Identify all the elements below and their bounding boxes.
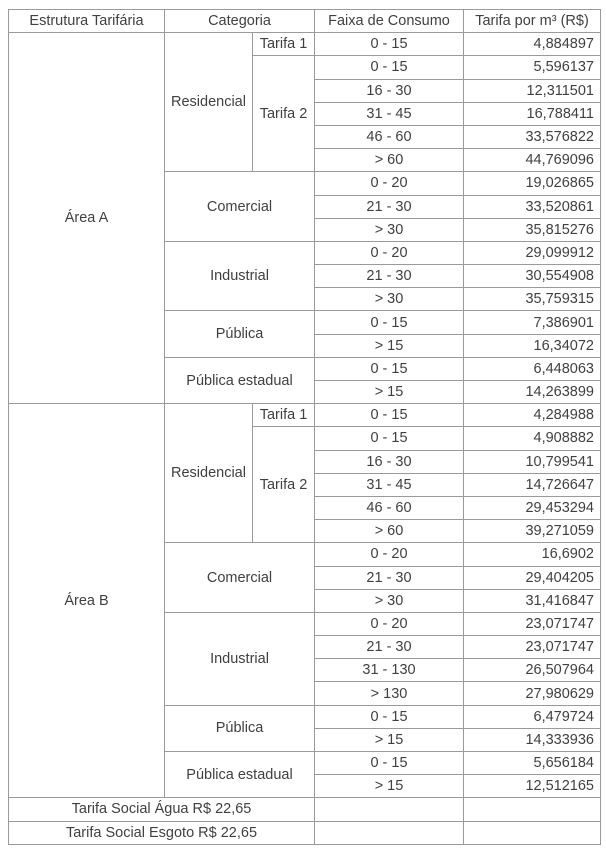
tarifa-social-agua: Tarifa Social Água R$ 22,65 — [9, 798, 315, 821]
tarifa-social-esgoto: Tarifa Social Esgoto R$ 22,65 — [9, 821, 315, 844]
area-b-tarifa2-label: Tarifa 2 — [253, 427, 315, 543]
tariff-table — [8, 9, 601, 845]
table-row — [9, 33, 601, 56]
tarifa-cell: 39,271059 — [464, 520, 601, 543]
area-a-tarifa1-label: Tarifa 1 — [253, 33, 315, 56]
faixa-cell: > 30 — [315, 589, 464, 612]
faixa-cell: 16 - 30 — [315, 79, 464, 102]
faixa-cell: 46 - 60 — [315, 496, 464, 519]
tarifa-cell: 12,512165 — [464, 775, 601, 798]
faixa-cell: > 60 — [315, 520, 464, 543]
faixa-cell: > 130 — [315, 682, 464, 705]
tarifa-cell: 31,416847 — [464, 589, 601, 612]
area-a-residencial-label: Residencial — [165, 33, 253, 172]
tarifa-cell: 16,6902 — [464, 543, 601, 566]
tarifa-cell: 5,656184 — [464, 752, 601, 775]
area-a-industrial-label: Industrial — [165, 241, 315, 311]
faixa-cell: 0 - 20 — [315, 172, 464, 195]
tarifa-cell: 14,263899 — [464, 381, 601, 404]
header-tarifa: Tarifa por m³ (R$) — [464, 10, 601, 33]
faixa-cell: 31 - 130 — [315, 659, 464, 682]
area-a-tarifa2-label: Tarifa 2 — [253, 56, 315, 172]
faixa-cell: 0 - 20 — [315, 241, 464, 264]
tarifa-cell: 27,980629 — [464, 682, 601, 705]
tarifa-cell: 10,799541 — [464, 450, 601, 473]
tarifa-cell: 5,596137 — [464, 56, 601, 79]
tarifa-cell: 12,311501 — [464, 79, 601, 102]
header-estrutura: Estrutura Tarifária — [9, 10, 165, 33]
faixa-cell: 0 - 15 — [315, 404, 464, 427]
faixa-cell: 21 - 30 — [315, 195, 464, 218]
tarifa-cell: 23,071747 — [464, 612, 601, 635]
faixa-cell: 21 - 30 — [315, 566, 464, 589]
tarifa-cell: 14,333936 — [464, 728, 601, 751]
faixa-cell: > 60 — [315, 149, 464, 172]
faixa-cell: 0 - 20 — [315, 612, 464, 635]
tarifa-cell: 29,404205 — [464, 566, 601, 589]
faixa-cell: 0 - 15 — [315, 56, 464, 79]
faixa-cell: 0 - 15 — [315, 427, 464, 450]
area-b-residencial-label: Residencial — [165, 404, 253, 543]
area-b-tarifa1-label: Tarifa 1 — [253, 404, 315, 427]
tarifa-cell: 19,026865 — [464, 172, 601, 195]
area-a-publica-estadual-label: Pública estadual — [165, 357, 315, 403]
faixa-cell: > 30 — [315, 288, 464, 311]
tariff-table-container — [8, 9, 601, 845]
tarifa-cell: 6,479724 — [464, 705, 601, 728]
faixa-cell: 31 - 45 — [315, 473, 464, 496]
tarifa-cell: 29,099912 — [464, 241, 601, 264]
empty-cell — [464, 798, 601, 821]
area-b-publica-label: Pública — [165, 705, 315, 751]
area-b-label: Área B — [9, 404, 165, 798]
faixa-cell: > 15 — [315, 381, 464, 404]
tarifa-cell: 26,507964 — [464, 659, 601, 682]
table-header-row — [9, 10, 601, 33]
tarifa-cell: 4,908882 — [464, 427, 601, 450]
tarifa-cell: 30,554908 — [464, 265, 601, 288]
faixa-cell: 0 - 15 — [315, 357, 464, 380]
tarifa-cell: 16,788411 — [464, 102, 601, 125]
tarifa-cell: 35,815276 — [464, 218, 601, 241]
area-b-industrial-label: Industrial — [165, 612, 315, 705]
tarifa-cell: 14,726647 — [464, 473, 601, 496]
table-row — [9, 404, 601, 427]
empty-cell — [464, 821, 601, 844]
table-row — [9, 798, 601, 821]
empty-cell — [315, 798, 464, 821]
tarifa-cell: 33,576822 — [464, 125, 601, 148]
faixa-cell: 0 - 15 — [315, 311, 464, 334]
faixa-cell: 31 - 45 — [315, 102, 464, 125]
faixa-cell: 0 - 15 — [315, 752, 464, 775]
area-a-publica-label: Pública — [165, 311, 315, 357]
faixa-cell: > 15 — [315, 334, 464, 357]
faixa-cell: > 15 — [315, 728, 464, 751]
tarifa-cell: 23,071747 — [464, 636, 601, 659]
tarifa-cell: 33,520861 — [464, 195, 601, 218]
faixa-cell: 16 - 30 — [315, 450, 464, 473]
tarifa-cell: 6,448063 — [464, 357, 601, 380]
tarifa-cell: 4,284988 — [464, 404, 601, 427]
empty-cell — [315, 821, 464, 844]
faixa-cell: 0 - 15 — [315, 33, 464, 56]
area-b-comercial-label: Comercial — [165, 543, 315, 613]
tarifa-cell: 16,34072 — [464, 334, 601, 357]
area-a-comercial-label: Comercial — [165, 172, 315, 242]
faixa-cell: 0 - 20 — [315, 543, 464, 566]
tarifa-cell: 4,884897 — [464, 33, 601, 56]
faixa-cell: > 30 — [315, 218, 464, 241]
area-a-label: Área A — [9, 33, 165, 404]
tarifa-cell: 29,453294 — [464, 496, 601, 519]
header-faixa: Faixa de Consumo — [315, 10, 464, 33]
faixa-cell: > 15 — [315, 775, 464, 798]
faixa-cell: 21 - 30 — [315, 265, 464, 288]
area-b-publica-estadual-label: Pública estadual — [165, 752, 315, 798]
faixa-cell: 0 - 15 — [315, 705, 464, 728]
table-row — [9, 821, 601, 844]
faixa-cell: 21 - 30 — [315, 636, 464, 659]
tarifa-cell: 7,386901 — [464, 311, 601, 334]
tarifa-cell: 35,759315 — [464, 288, 601, 311]
faixa-cell: 46 - 60 — [315, 125, 464, 148]
header-categoria: Categoria — [165, 10, 315, 33]
tarifa-cell: 44,769096 — [464, 149, 601, 172]
